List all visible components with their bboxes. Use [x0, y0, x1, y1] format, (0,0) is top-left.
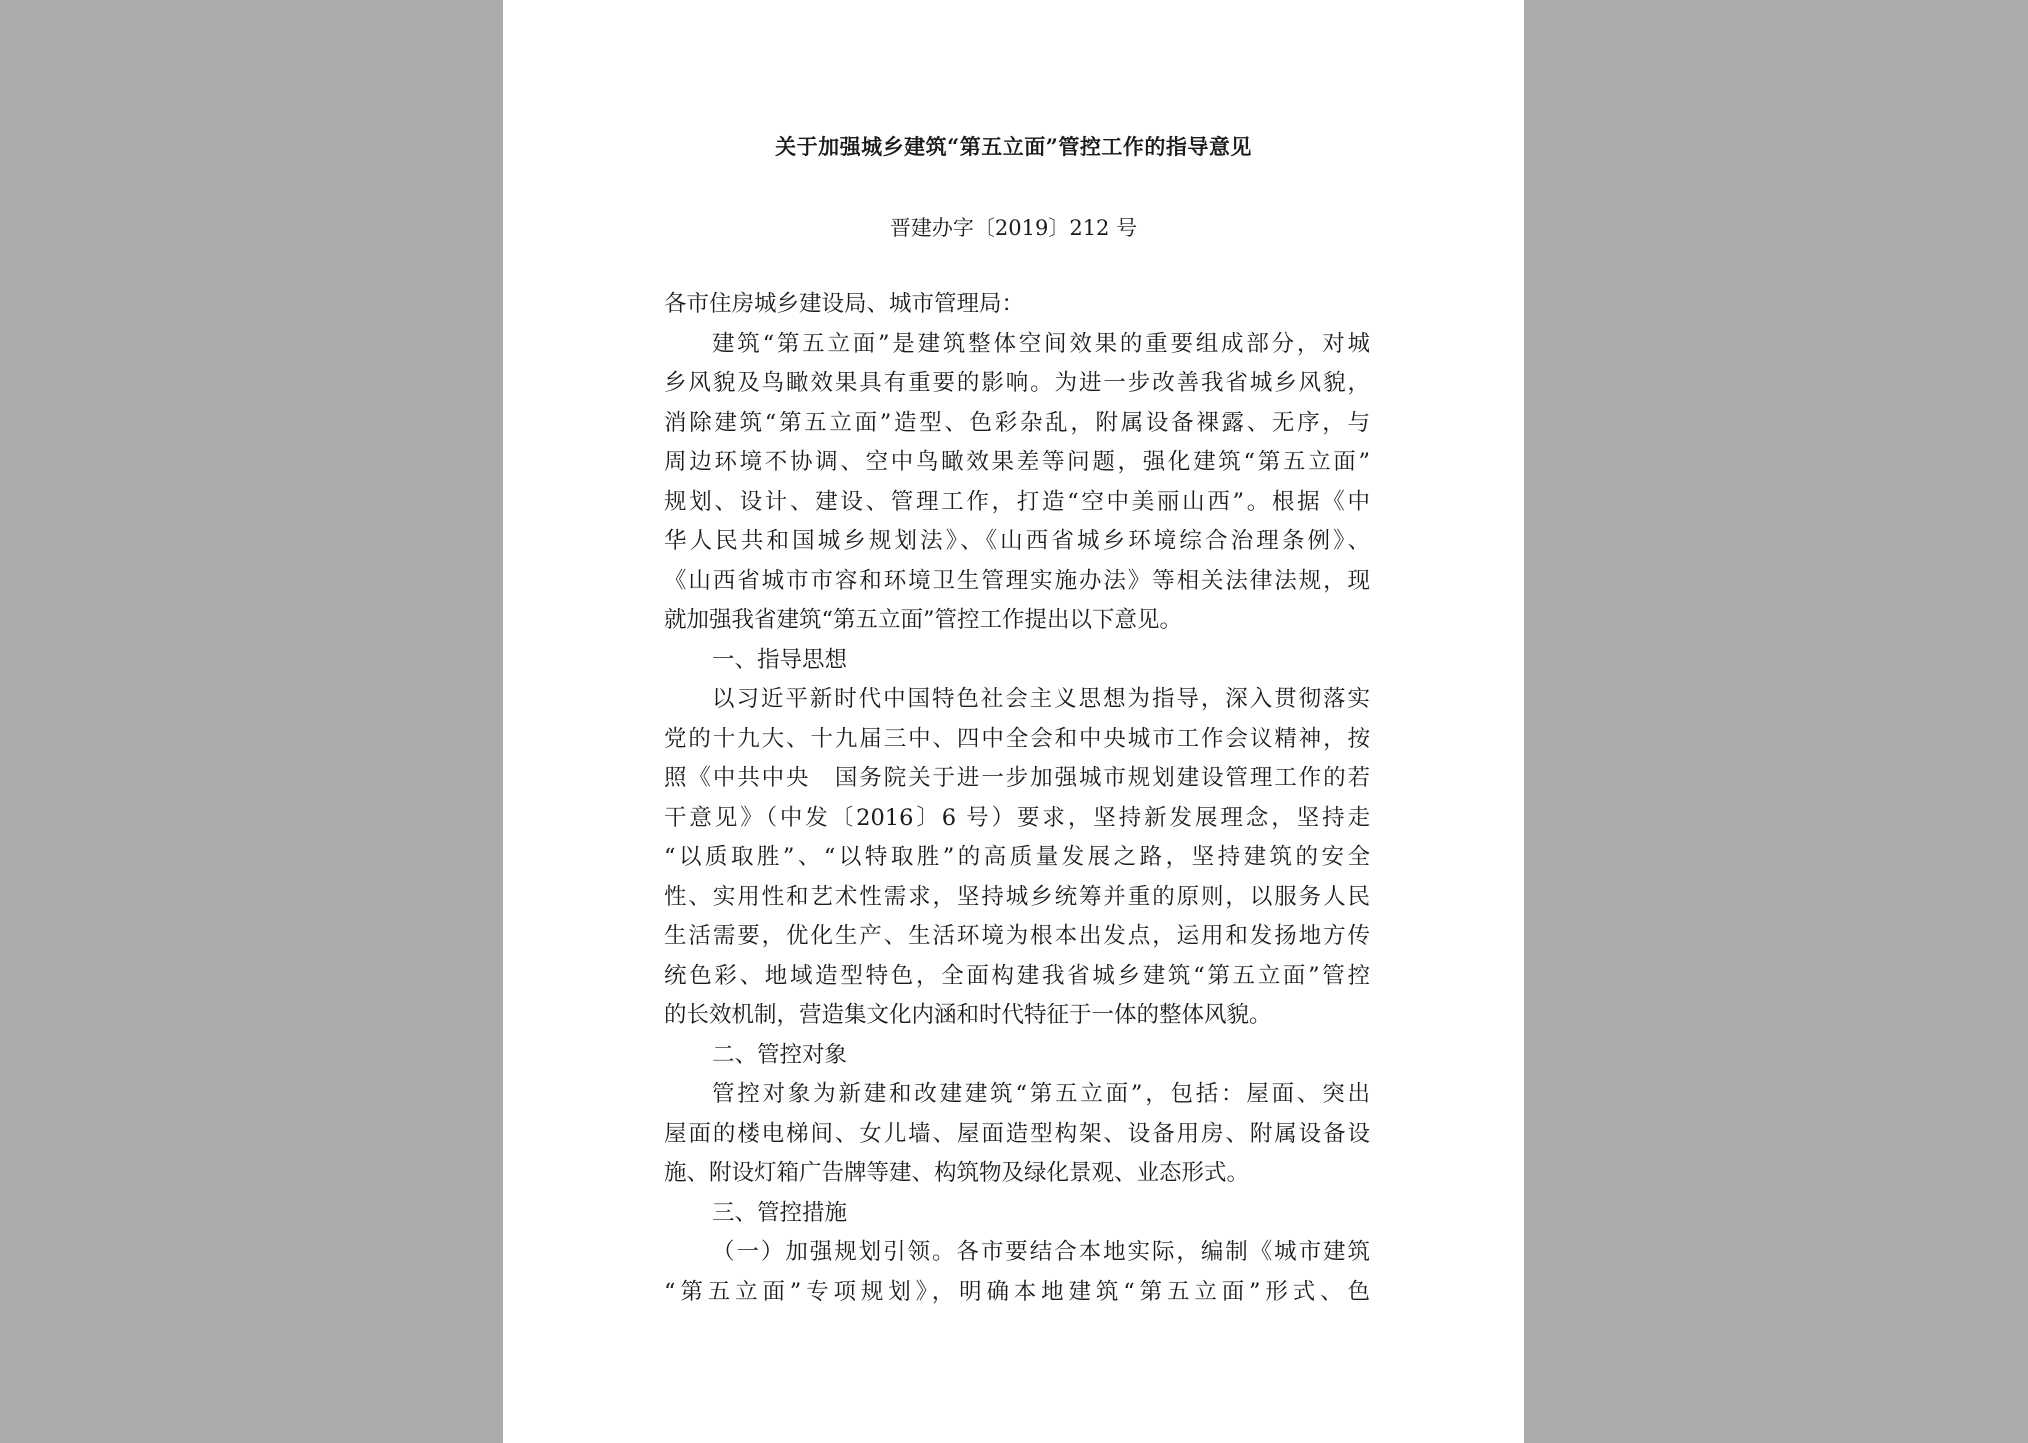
- document-title: 关于加强城乡建筑“第五立面”管控工作的指导意见: [775, 134, 1252, 159]
- body-line: 党的十九大、十九届三中、四中全会和中央城市工作会议精神，按: [664, 725, 1370, 752]
- body-line: 三、管控措施: [712, 1199, 848, 1226]
- body-line: 一、指导思想: [712, 646, 848, 673]
- body-line: 周边环境不协调、空中鸟瞰效果差等问题，强化建筑“第五立面”: [664, 449, 1370, 475]
- body-line: 建筑“第五立面”是建筑整体空间效果的重要组成部分，对城: [712, 330, 1370, 357]
- body-line: 以习近平新时代中国特色社会主义思想为指导，深入贯彻落实: [712, 686, 1370, 712]
- body-line: 规划、设计、建设、管理工作，打造“空中美丽山西”。根据《中: [664, 488, 1370, 515]
- body-line: 屋面的楼电梯间、女儿墙、屋面造型构架、设备用房、附属设备设: [664, 1120, 1370, 1147]
- body-line: 《山西省城市市容和环境卫生管理实施办法》等相关法律法规，现: [664, 567, 1370, 594]
- body-line: （一）加强规划引领。各市要结合本地实际，编制《城市建筑: [712, 1239, 1370, 1265]
- body-line: 就加强我省建筑“第五立面”管控工作提出以下意见。: [664, 607, 1183, 633]
- body-line: “第五立面”专项规划》，明确本地建筑“第五立面”形式、色: [664, 1278, 1370, 1305]
- document-page: [503, 0, 1524, 1443]
- body-line: “以质取胜”、“以特取胜”的高质量发展之路，坚持建筑的安全: [664, 844, 1370, 870]
- body-line: 统色彩、地域造型特色，全面构建我省城乡建筑“第五立面”管控: [664, 962, 1370, 989]
- document-number: 晋建办字〔2019〕212 号: [889, 216, 1138, 240]
- body-line: 管控对象为新建和改建建筑“第五立面”，包括：屋面、突出: [712, 1081, 1370, 1107]
- body-line: 华人民共和国城乡规划法》、《山西省城乡环境综合治理条例》、: [664, 528, 1370, 554]
- body-line: 各市住房城乡建设局、城市管理局：: [664, 291, 1025, 317]
- body-line: 消除建筑“第五立面”造型、色彩杂乱，附属设备裸露、无序，与: [664, 409, 1370, 436]
- body-line: 施、附设灯箱广告牌等建、构筑物及绿化景观、业态形式。: [664, 1160, 1250, 1186]
- body-line: 照《中共中央 国务院关于进一步加强城市规划建设管理工作的若: [664, 765, 1370, 791]
- body-line: 性、实用性和艺术性需求，坚持城乡统筹并重的原则，以服务人民: [664, 883, 1370, 910]
- body-line: 干意见》（中发〔2016〕6 号）要求，坚持新发展理念，坚持走: [664, 804, 1370, 831]
- body-line: 二、管控对象: [712, 1041, 848, 1068]
- body-line: 乡风貌及鸟瞰效果具有重要的影响。为进一步改善我省城乡风貌，: [664, 370, 1370, 396]
- body-line: 的长效机制，营造集文化内涵和时代特征于一体的整体风貌。: [664, 1002, 1272, 1028]
- body-line: 生活需要，优化生产、生活环境为根本出发点，运用和发扬地方传: [664, 923, 1370, 949]
- document-body: [664, 285, 1370, 1312]
